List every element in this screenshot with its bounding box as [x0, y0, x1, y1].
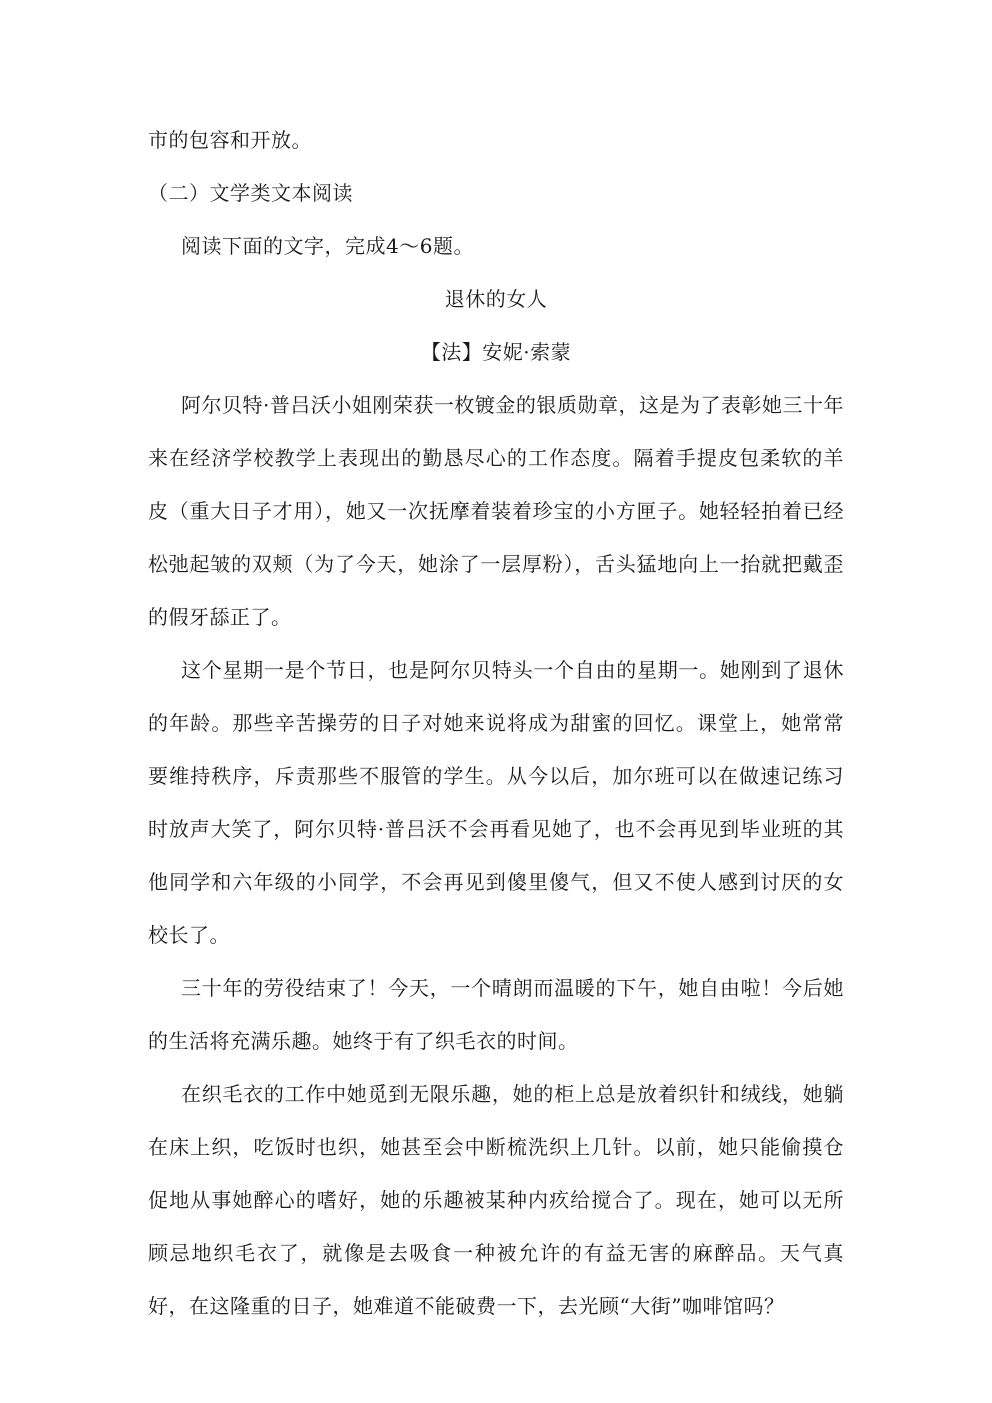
passage-author: 【法】安妮·索蒙 — [420, 340, 572, 364]
passage-paragraph: 阿尔贝特·普吕沃小姐刚荣获一枚镀金的银质勋章，这是为了表彰她三十年来在经济学校教学上表现出的勤恳尽心的工作态度。隔着手提皮包柔软的羊皮（重大日子才用），她又一次抚摩着装着珍宝的小方匣子。她轻轻拍着已经松弛起皱的双颊（为了今天，她涂了一层厚粉），舌头猛地向上一抬就把戴歪的假牙舔正了。 — [148, 393, 844, 629]
continuation-line: 市的包容和开放。 — [148, 128, 312, 152]
passage-paragraph: 在织毛衣的工作中她觅到无限乐趣，她的柜上总是放着织针和绒线，她躺在床上织，吃饭时也织，她甚至会中断梳洗织上几针。以前，她只能偷摸仓促地从事她醉心的嗜好，她的乐趣被某种内疚给搅合了。现在，她可以无所顾忌地织毛衣了，就像是去吸食一种被允许的有益无害的麻醉品。天气真好，在这隆重的日子，她难道不能破费一下，去光顾“大街”咖啡馆吗？ — [148, 1082, 844, 1318]
passage-body — [148, 379, 844, 1333]
section-heading: （二）文学类文本阅读 — [148, 181, 353, 205]
passage-paragraph: 三十年的劳役结束了！今天，一个晴朗而温暖的下午，她自由啦！今后她的生活将充满乐趣。她终于有了织毛衣的时间。 — [148, 976, 844, 1053]
passage-paragraph: 这个星期一是个节日，也是阿尔贝特头一个自由的星期一。她刚到了退休的年龄。那些辛苦操劳的日子对她来说将成为甜蜜的回忆。课堂上，她常常要维持秩序，斥责那些不服管的学生。从今以后，加尔班可以在做速记练习时放声大笑了，阿尔贝特·普吕沃不会再看见她了，也不会再见到毕业班的其他同学和六年级的小同学，不会再见到傻里傻气，但又不使人感到讨厌的女校长了。 — [148, 658, 844, 947]
passage-title: 退休的女人 — [444, 287, 548, 311]
reading-instruction: 阅读下面的文字，完成4～6题。 — [181, 234, 474, 258]
